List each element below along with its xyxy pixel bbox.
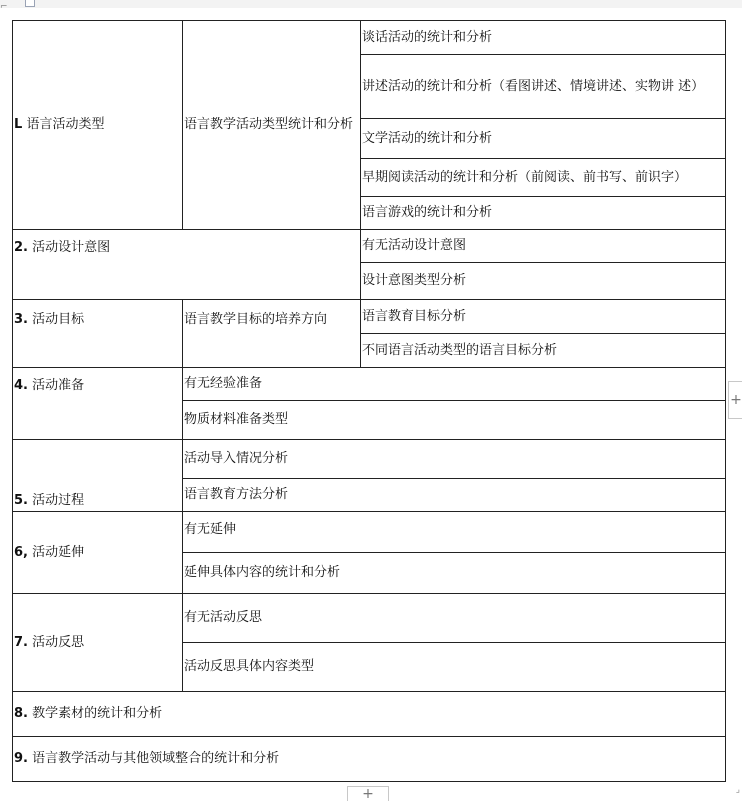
category-number: 7. [14,634,28,650]
add-column-button[interactable] [728,381,742,419]
category-number: 5. [14,493,28,508]
category-label: 活动设计意图 [32,240,111,255]
category-number: 3. [14,312,28,327]
sub-item: 讲述活动的统计和分析（看图讲述、情境讲述、实物讲 述） [361,55,726,119]
sub-item: 不同语言活动类型的语言目标分析 [361,334,726,368]
sub-item: 有无活动反思 [183,594,726,643]
plus-icon: + [730,392,742,408]
category-label: 教学素材的统计和分析 [32,706,163,721]
sub-item: 有无延伸 [183,512,726,553]
mid-cell-3: 语言教学目标的培养方向 [183,300,361,368]
sub-item: 设计意图类型分析 [361,263,726,300]
sub-item: 延伸具体内容的统计和分析 [183,553,726,594]
sub-item: 语言教育方法分析 [183,479,726,512]
category-cell-6 [13,512,183,594]
plus-icon: + [362,786,374,802]
sub-item: 文学活动的统计和分析 [361,119,726,159]
category-cell-1 [13,21,183,230]
category-cell-7 [13,594,183,692]
page-icon [25,0,35,7]
category-number: 6, [14,544,28,560]
sub-item: 早期阅读活动的统计和分析（前阅读、前书写、前识字） [361,159,726,197]
category-number: 4. [14,378,28,393]
sub-item: 语言教育目标分析 [361,300,726,334]
category-label: 语言活动类型 [26,117,105,132]
category-label: 活动目标 [32,312,85,327]
category-number: 8. [14,706,28,721]
resize-corner-mark[interactable]: ⌟ [735,785,740,795]
sub-item: 有无经验准备 [183,368,726,401]
category-cell-5 [13,440,183,512]
sub-item: 活动反思具体内容类型 [183,643,726,692]
category-cell-9 [13,737,726,782]
category-cell-2 [13,230,361,300]
top-left-corner-mark: ⌐ [0,2,8,12]
sub-item: 活动导入情况分析 [183,440,726,479]
category-label: 活动过程 [32,493,85,508]
category-label: 活动延伸 [32,544,85,560]
category-number: 9. [14,751,28,766]
sub-item: 物质材料准备类型 [183,401,726,440]
mid-cell-1: 语言教学活动类型统计和分析 [183,21,361,230]
category-cell-8 [13,692,726,737]
category-number: 2. [14,240,28,255]
sub-item: 有无活动设计意图 [361,230,726,263]
statistics-table [12,20,726,782]
category-label: 语言教学活动与其他领域整合的统计和分析 [32,751,280,766]
category-label: 活动准备 [32,378,85,393]
category-cell-3 [13,300,183,368]
top-toolbar-strip [0,0,742,8]
category-number: L [14,117,23,132]
category-label: 活动反思 [32,634,85,650]
sub-item: 语言游戏的统计和分析 [361,197,726,230]
sub-item: 谈话活动的统计和分析 [361,21,726,55]
category-cell-4 [13,368,183,440]
